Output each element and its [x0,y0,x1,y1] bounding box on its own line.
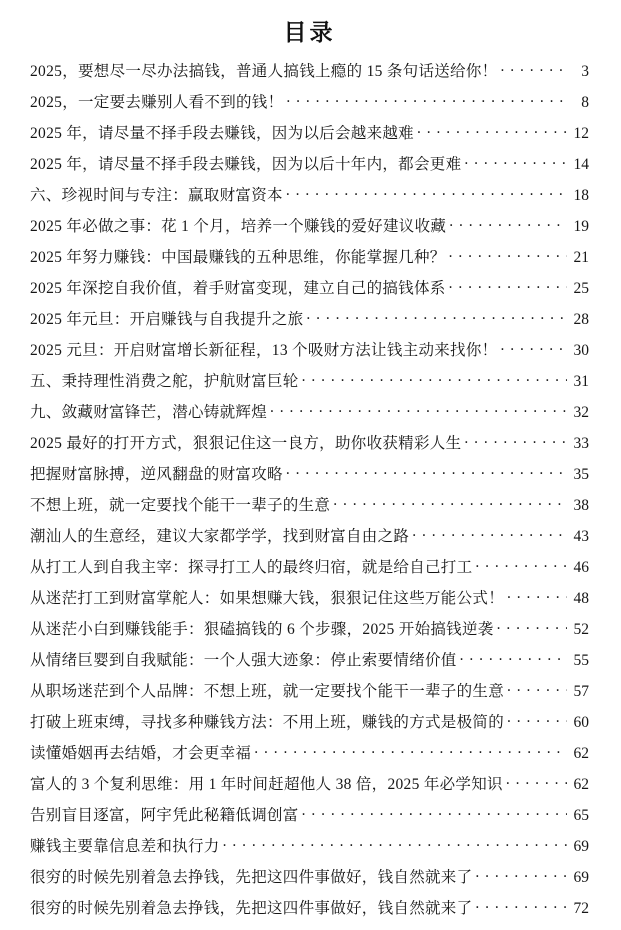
toc-entry-title: 2025 年，请尽量不择手段去赚钱，因为以后十年内，都会更难 [30,156,462,173]
toc-entry-title: 很穷的时候先别着急去挣钱，先把这四件事做好，钱自然就来了 [30,869,473,886]
toc-entry [30,676,589,707]
toc-entry [30,397,589,428]
dot-leader [302,366,567,397]
toc-entry-page: 21 [573,249,589,266]
toc-entry-page: 72 [573,900,589,917]
toc-entry-page: 25 [573,280,589,297]
toc-entry [30,831,589,862]
toc-entry-title: 从职场迷茫到个人品牌：不想上班，就一定要找个能干一辈子的生意 [30,683,505,700]
toc-entry-title: 从打工人到自我主宰：探寻打工人的最终归宿，就是给自己打工 [30,559,473,576]
toc-entry-page: 28 [573,311,589,328]
toc-entry-page: 33 [573,435,589,452]
toc-entry [30,242,589,273]
toc-entry-page: 46 [573,559,589,576]
toc-entry [30,521,589,552]
toc-entry-title: 2025，要想尽一尽办法搞钱，普通人搞钱上瘾的 15 条句话送给你！ [30,63,498,80]
toc-entry [30,304,589,335]
dot-leader [475,862,567,893]
toc-entry-title: 富人的 3 个复利思维：用 1 年时间赶超他人 38 倍，2025 年必学知识 [30,776,503,793]
dot-leader [475,552,567,583]
dot-leader [507,676,567,707]
toc-entry-title: 从情绪巨婴到自我赋能：一个人强大迹象：停止索要情绪价值 [30,652,457,669]
toc-entry-title: 2025 年努力赚钱：中国最赚钱的五种思维，你能掌握几种？ [30,249,446,266]
dot-leader [417,118,567,149]
toc-entry-page: 3 [581,63,589,80]
dot-leader [302,800,567,831]
toc-entry-page: 8 [581,94,589,111]
toc-entry-page: 32 [573,404,589,421]
toc-entry [30,614,589,645]
toc-entry [30,552,589,583]
toc-entry-page: 48 [573,590,589,607]
dot-leader [306,304,567,335]
toc-entry-title: 2025 最好的打开方式，狠狠记住这一良方，助你收获精彩人生 [30,435,462,452]
toc-entry [30,645,589,676]
toc-entry [30,56,589,87]
toc-entry [30,862,589,893]
toc-entry-page: 57 [573,683,589,700]
toc-entry [30,149,589,180]
toc-entry [30,769,589,800]
toc-entry-title: 九、敛藏财富锋芒，潜心铸就辉煌 [30,404,268,421]
toc-entry-title: 不想上班，就一定要找个能干一辈子的生意 [30,497,331,514]
toc-entry-title: 从迷茫小白到赚钱能手：狠磕搞钱的 6 个步骤，2025 开始搞钱逆袭 [30,621,494,638]
toc-entry-title: 从迷茫打工到财富掌舵人：如果想赚大钱，狠狠记住这些万能公式！ [30,590,505,607]
toc-entry [30,490,589,521]
toc-entry-page: 35 [573,466,589,483]
toc-entry-title: 2025，一定要去赚别人看不到的钱！ [30,94,284,111]
toc-entry-page: 30 [573,342,589,359]
dot-leader [333,490,567,521]
dot-leader [507,707,567,738]
toc-entry-page: 62 [573,745,589,762]
toc-entry [30,893,589,924]
toc-entry [30,118,589,149]
toc-entry-title: 很穷的时候先别着急去挣钱，先把这四件事做好，钱自然就来了 [30,900,473,917]
toc-entry [30,459,589,490]
toc-entry-title: 2025 年深挖自我价值，着手财富变现，建立自己的搞钱体系 [30,280,446,297]
dot-leader [449,211,567,242]
toc-entry-title: 六、珍视时间与专注：赢取财富资本 [30,187,283,204]
dot-leader [497,614,567,645]
dot-leader [286,459,567,490]
dot-leader [500,335,567,366]
toc-entry-title: 打破上班束缚，寻找多种赚钱方法：不用上班，赚钱的方式是极简的 [30,714,505,731]
toc-entry-title: 赚钱主要靠信息差和执行力 [30,838,220,855]
toc-entry-title: 2025 年必做之事：花 1 个月，培养一个赚钱的爱好建议收藏 [30,218,447,235]
toc-entry [30,738,589,769]
toc-entry-page: 38 [573,497,589,514]
toc-entry [30,428,589,459]
toc-entry-page: 69 [573,838,589,855]
toc-entry [30,366,589,397]
toc-entry [30,335,589,366]
dot-leader [506,769,567,800]
toc-entry-page: 43 [573,528,589,545]
dot-leader [475,893,567,924]
toc-entry-title: 读懂婚姻再去结婚，才会更幸福 [30,745,252,762]
toc-entry-title: 五、秉持理性消费之舵，护航财富巨轮 [30,373,299,390]
toc-entry-title: 把握财富脉搏，逆风翻盘的财富攻略 [30,466,283,483]
dot-leader [449,273,567,304]
dot-leader [223,831,567,862]
dot-leader [500,56,567,87]
toc-entry-page: 69 [573,869,589,886]
toc-entry [30,273,589,304]
toc-entry-title: 2025 年元旦：开启赚钱与自我提升之旅 [30,311,304,328]
toc-entry-page: 60 [573,714,589,731]
toc-entry [30,583,589,614]
toc-entry-page: 65 [573,807,589,824]
dot-leader [464,428,567,459]
dot-leader [449,242,567,273]
dot-leader [286,180,567,211]
dot-leader [507,583,567,614]
toc-entry-page: 62 [573,776,589,793]
toc-entry-page: 18 [573,187,589,204]
toc-entry-page: 19 [573,218,589,235]
page-title: 目录 [283,20,336,45]
toc-entry-page: 12 [573,125,589,142]
dot-leader [460,645,567,676]
toc-list [30,56,589,924]
toc-entry [30,800,589,831]
toc-entry-page: 52 [573,621,589,638]
dot-leader [464,149,567,180]
toc-entry-title: 告别盲目逐富，阿宇凭此秘籍低调创富 [30,807,299,824]
toc-entry [30,707,589,738]
dot-leader [270,397,567,428]
toc-entry [30,87,589,118]
toc-entry-title: 潮汕人的生意经，建议大家都学学，找到财富自由之路 [30,528,410,545]
dot-leader [412,521,567,552]
toc-entry-page: 31 [573,373,589,390]
dot-leader [254,738,567,769]
toc-entry-page: 14 [573,156,589,173]
toc-entry-title: 2025 年，请尽量不择手段去赚钱，因为以后会越来越难 [30,125,414,142]
dot-leader [286,87,567,118]
toc-entry-title: 2025 元旦：开启财富增长新征程，13 个吸财方法让钱主动来找你！ [30,342,498,359]
toc-entry-page: 55 [573,652,589,669]
toc-entry [30,180,589,211]
toc-entry [30,211,589,242]
